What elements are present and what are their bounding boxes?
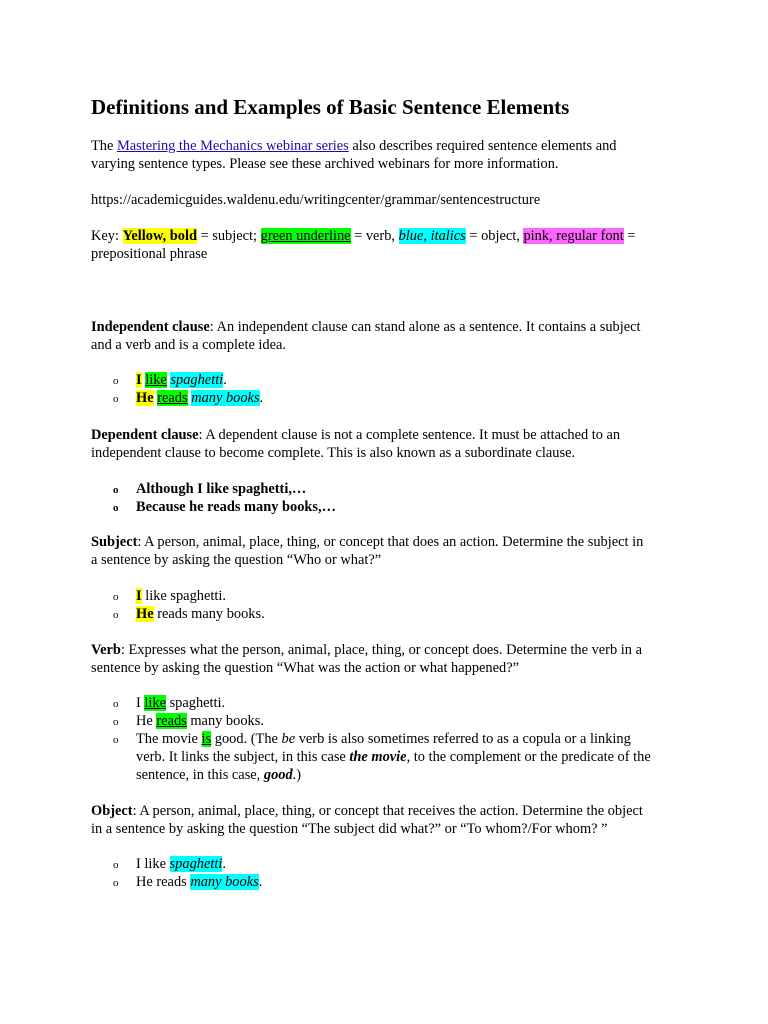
list-item	[0, 730, 728, 784]
webinar-series-link[interactable]: Mastering the Mechanics webinar series	[116, 138, 349, 154]
list-item	[0, 873, 728, 891]
ex-rest: reads many books.	[153, 606, 265, 622]
list-item	[0, 712, 728, 730]
ex-pre: The movie	[136, 731, 202, 747]
ex-post: good. (The	[211, 731, 282, 747]
ex-post: verb is also sometimes referred to as a copula or a linking	[295, 731, 631, 747]
key-line-2: prepositional phrase	[91, 246, 208, 262]
ex-verb: like	[144, 695, 166, 711]
intro-text: also describes required sentence elements and	[348, 138, 617, 154]
term-object: Object	[91, 803, 133, 819]
key-line-1	[91, 227, 728, 245]
intro-line-2: varying sentence types. Please see these archived webinars for more information.	[91, 156, 559, 172]
intro-text: The	[91, 138, 117, 154]
term-dependent-clause: Dependent clause	[91, 427, 199, 443]
ex-object: spaghetti	[169, 856, 223, 872]
ex-pre: I	[136, 695, 145, 711]
verb-examples	[0, 694, 728, 784]
ex-verb: reads	[157, 390, 188, 406]
ex-object: spaghetti	[170, 372, 224, 388]
verb-def-1	[91, 641, 728, 659]
dependent-clause-def-1	[91, 426, 728, 444]
key-text: = subject;	[196, 228, 261, 244]
ex-subject: I	[136, 372, 142, 388]
subject-examples	[0, 587, 728, 623]
ex-emph: good	[263, 767, 293, 783]
key-subject: Yellow, bold	[122, 228, 197, 244]
key-text: = verb,	[350, 228, 399, 244]
independent-examples	[0, 371, 728, 407]
term-verb: Verb	[91, 642, 121, 658]
ex-end: .	[259, 390, 264, 406]
key-text: =	[623, 228, 636, 244]
subject-def-1	[91, 533, 728, 551]
ex-end: .	[222, 856, 226, 872]
ex-end: .	[223, 372, 227, 388]
ex-object: many books	[190, 874, 259, 890]
list-item: o Although I like spaghetti,…	[0, 480, 728, 498]
object-def-1	[91, 802, 728, 820]
ex-line: verb. It links the subject, in this case	[136, 749, 350, 765]
ex-line: .)	[292, 767, 302, 783]
ex-verb: is	[201, 731, 212, 747]
list-item	[0, 605, 728, 623]
def-text: : A person, animal, place, thing, or concept that receives the action. Determine the object	[132, 803, 643, 819]
ex-subject: He	[136, 390, 154, 406]
def-text: : An independent clause can stand alone as a sentence. It contains a subject	[209, 319, 641, 335]
subject-def-2: a sentence by asking the question “Who or what?”	[91, 552, 382, 568]
verb-def-2: sentence by asking the question “What was the action or what happened?”	[91, 660, 519, 676]
ex-subject: I	[136, 588, 142, 604]
ex-verb: like	[145, 372, 167, 388]
page-title: Definitions and Examples of Basic Sentence Elements	[91, 95, 570, 119]
ex-object: many books	[191, 390, 260, 406]
list-item	[0, 587, 728, 605]
ex-pre: He reads	[136, 874, 191, 890]
ex-line: sentence, in this case,	[136, 767, 264, 783]
def-text: : Expresses what the person, animal, place, thing, or concept does. Determine the verb in a	[120, 642, 642, 658]
intro-line-1	[91, 137, 728, 155]
dependent-clause-def-2: independent clause to become complete. This is also known as a subordinate clause.	[91, 445, 576, 461]
dependent-examples	[0, 480, 728, 516]
ex-be: be	[281, 731, 296, 747]
ex-pre: I like	[136, 856, 170, 872]
key-object: blue, italics	[398, 228, 466, 244]
term-independent-clause: Independent clause	[91, 319, 210, 335]
independent-clause-def-2: and a verb and is a complete idea.	[91, 337, 286, 353]
def-text: : A dependent clause is not a complete sentence. It must be attached to an	[198, 427, 621, 443]
object-examples	[0, 855, 728, 891]
ex-subject: He	[136, 606, 154, 622]
ex-line: , to the complement or the predicate of the	[406, 749, 651, 765]
term-subject: Subject	[91, 534, 138, 550]
source-url: https://academicguides.waldenu.edu/writingcenter/grammar/sentencestructure	[91, 192, 541, 208]
ex-post: many books.	[186, 713, 264, 729]
independent-clause-def-1	[91, 318, 728, 336]
ex-post: spaghetti.	[165, 695, 226, 711]
key-text: = object,	[465, 228, 524, 244]
ex-pre: He	[136, 713, 157, 729]
list-item	[0, 389, 728, 407]
ex-emph: the movie	[349, 749, 407, 765]
ex-verb: reads	[156, 713, 187, 729]
def-text: : A person, animal, place, thing, or concept that does an action. Determine the subject in	[137, 534, 644, 550]
ex-end: .	[258, 874, 263, 890]
list-item: o Because he reads many books,…	[0, 498, 728, 516]
list-item	[0, 371, 728, 389]
list-item	[0, 855, 728, 873]
key-label: Key:	[91, 228, 123, 244]
ex-rest: like spaghetti.	[141, 588, 226, 604]
key-verb: green underline	[260, 228, 351, 244]
object-def-2: in a sentence by asking the question “The subject did what?” or “To whom?/For whom? ”	[91, 821, 608, 837]
key-prep-phrase: pink, regular font	[523, 228, 624, 244]
list-item	[0, 694, 728, 712]
